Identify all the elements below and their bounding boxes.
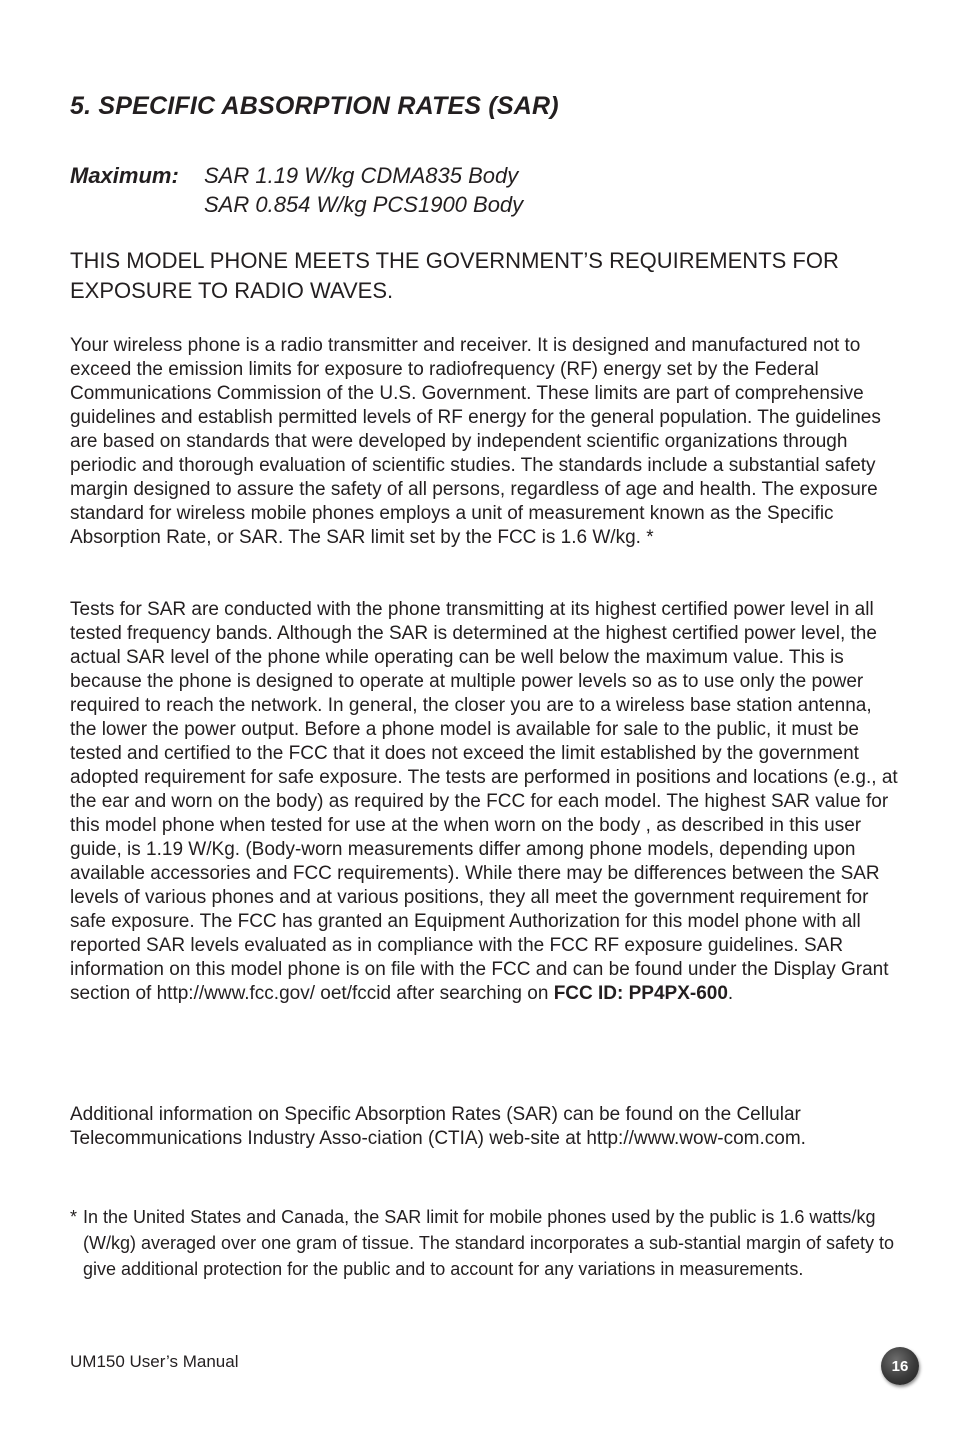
paragraph-additional-info: Additional information on Specific Absorption Rates (SAR) can be found on the Cellular Telecommunications Industry Asso-ciation (CTIA) web-site at http://www.wow-com.com. (70, 1104, 806, 1149)
paragraph-sar-tests (70, 598, 900, 1006)
paragraph-sar-tests-end: . (727, 983, 734, 1004)
page-number-badge (881, 1347, 919, 1385)
footnote-marker: * (70, 1207, 78, 1227)
manual-footer-label: UM150 User’s Manual (70, 1352, 239, 1371)
maximum-label: Maximum: (70, 163, 179, 188)
section-title: 5. SPECIFIC ABSORPTION RATES (SAR) (70, 92, 559, 120)
footnote-text: In the United States and Canada, the SAR limit for mobile phones used by the public is 1.6 watts/kg (W/kg) averaged over one gram of tissue. The standard incorporates a sub-stantial margin of safety to give additional protection for the public and to account for any variations in measurements. (83, 1207, 895, 1279)
footnote (70, 1204, 900, 1282)
paragraph-sar-tests-text: Tests for SAR are conducted with the phone transmitting at its highest certified power level in all tested frequency bands. Although the SAR is determined at the highest certified power level, the actual SAR level of the phone while operating can be well below the maximum value. This is because the phone is designed to operate at multiple power levels so as to use only the power required to reach the network. In general, the closer you are to a wireless base station antenna, the lower the power output. Before a phone model is available for sale to the public, it must be tested and certified to the FCC that it does not exceed the limit established by the government adopted requirement for safe exposure. The tests are performed in positions and locations (e.g., at the ear and worn on the body) as required by the FCC for each model. The highest SAR value for this model phone when tested for use at the when worn on the body , as described in this user guide, is 1.19 W/Kg. (Body-worn measurements differ among phone models, depending upon available accessories and FCC requirements). While there may be differences between the SAR levels of various phones and at various positions, they all meet the government requirement for safe exposure. The FCC has granted an Equipment Authorization for this model phone with all reported SAR levels evaluated as in compliance with the FCC RF exposure guidelines. SAR information on this model phone is on file with the FCC and can be found under the Display Grant section of http://www.fcc.gov/ oet/fccid after searching on (70, 599, 898, 1004)
fcc-id: FCC ID: PP4PX-600 (553, 983, 728, 1004)
compliance-headline: THIS MODEL PHONE MEETS THE GOVERNMENT’S REQUIREMENTS FOR EXPOSURE TO RADIO WAVES. (70, 248, 839, 303)
page-number: 16 (891, 1357, 909, 1375)
paragraph-rf-exposure: Your wireless phone is a radio transmitter and receiver. It is designed and manufactured not to exceed the emission limits for exposure to radiofrequency (RF) energy set by the Federal Communications Commission of the U.S. Government. These limits are part of comprehensive guidelines and establish permitted levels of RF energy for the general population. The guidelines are based on standards that were developed by independent scientific organizations through periodic and thorough evaluation of scientific studies. The standards include a substantial safety margin designed to assure the safety of all persons, regardless of age and health. The exposure standard for wireless mobile phones employs a unit of measurement known as the Specific Absorption Rate, or SAR. The SAR limit set by the FCC is 1.6 W/kg. * (70, 335, 881, 548)
maximum-value-pcs: SAR 0.854 W/kg PCS1900 Body (204, 192, 524, 217)
maximum-value-cdma: SAR 1.19 W/kg CDMA835 Body (204, 163, 519, 188)
